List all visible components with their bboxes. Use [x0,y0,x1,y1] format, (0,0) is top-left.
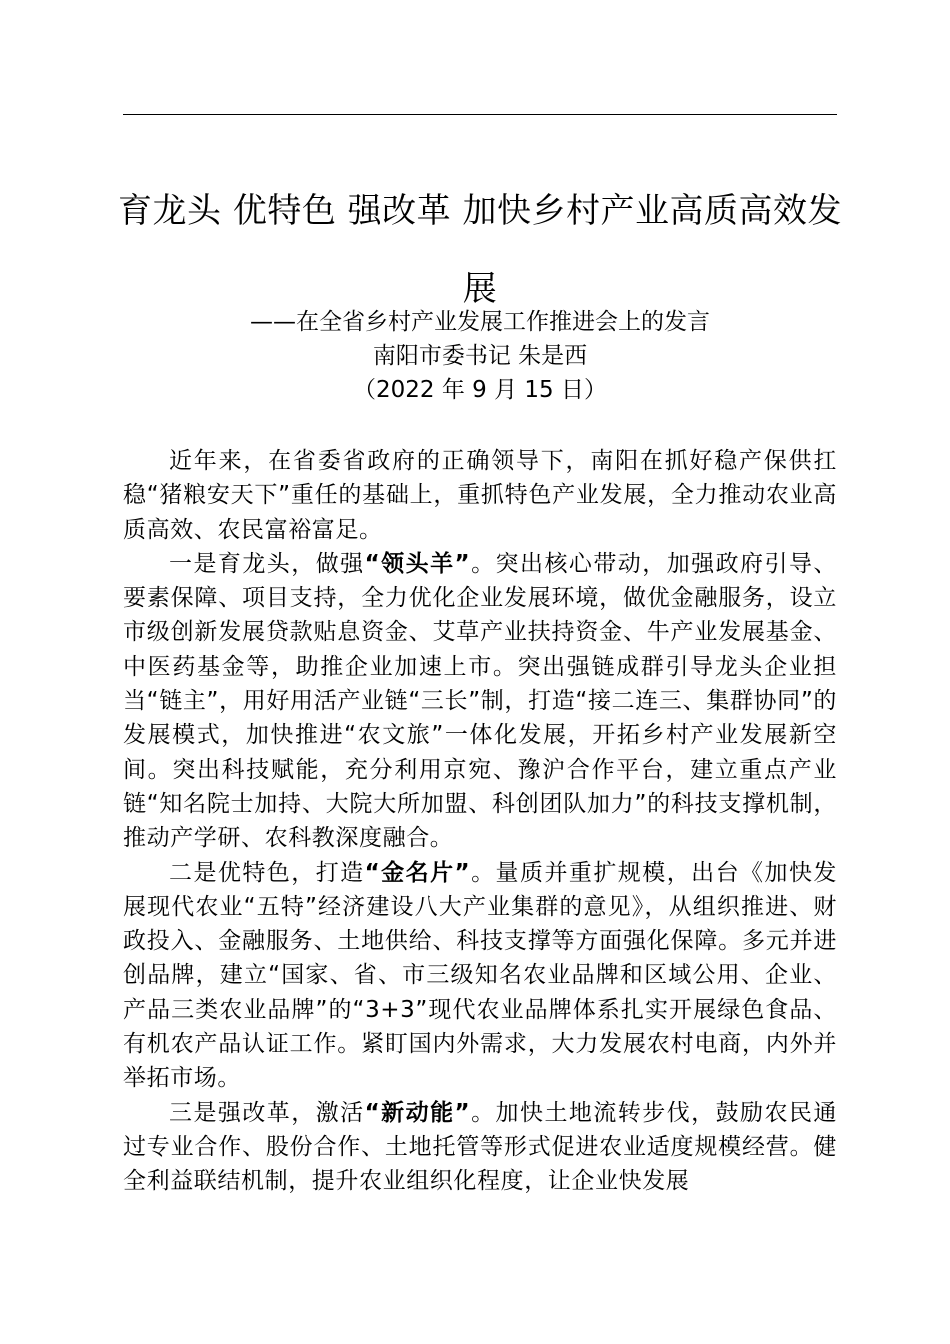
intro-paragraph: 近年来，在省委省政府的正确领导下，南阳在抓好稳产保供扛稳“猪粮安天下”重任的基础上，重抓特色产业发展，全力推动农业高质高效、农民富裕富足。 [123,448,837,543]
section-highlight: “领头羊” [364,550,471,577]
section-text: 。加快土地流转步伐，鼓励农民通过专业合作、股份合作、土地托管等形式促进农业适度规模经营。健全利益联结机制，提升农业组织化程度，让企业快发展 [123,1099,838,1195]
section-highlight: “新动能” [364,1099,471,1126]
header-rule [123,114,837,115]
section-lead: 三是强改革，激活 [169,1099,365,1126]
section-lead: 二是优特色，打造 [169,859,365,886]
section-paragraph-2 [123,856,837,1096]
document-subtitle: ——在全省乡村产业发展工作推进会上的发言 [250,309,710,335]
section-paragraph-1 [123,547,837,856]
document-body [123,444,837,1199]
section-highlight: “金名片” [364,859,471,886]
document-title: 育龙头 优特色 强改革 加快乡村产业高质高效发展 [118,191,842,309]
document-date: （2022 年 9 月 15 日） [353,377,607,403]
section-text: 。量质并重扩规模，出台《加快发展现代农业“五特”经济建设八大产业集群的意见》，从组织推进、财政投入、金融服务、土地供给、科技支撑等方面强化保障。多元并进创品牌，建立“国家、省、市三级知名农业品牌和区域公用、企业、产品三类农业品牌”的“3+3”现代农业品牌体系扎实开展绿色食品、有机农产品认证工作。紧盯国内外需求，大力发展农村电商，内外并举拓市场。 [123,859,838,1092]
section-paragraph-3 [123,1096,837,1199]
section-text: 。突出核心带动，加强政府引导、要素保障、项目支持，全力优化企业发展环境，做优金融服务，设立市级创新发展贷款贴息资金、艾草产业扶持资金、牛产业发展基金、中医药基金等，助推企业加速上市。突出强链成群引导龙头企业担当“链主”，用好用活产业链“三长”制，打造“接二连三、集群协同”的发展模式，加快推进“农文旅”一体化发展，开拓乡村产业发展新空间。突出科技赋能，充分利用京宛、豫沪合作平台，建立重点产业链“知名院士加持、大院大所加盟、科创团队加力”的科技支撑机制，推动产学研、农科教深度融合。 [123,550,838,852]
section-lead: 一是育龙头，做强 [169,550,365,577]
document-author: 南阳市委书记 朱是西 [372,343,588,369]
